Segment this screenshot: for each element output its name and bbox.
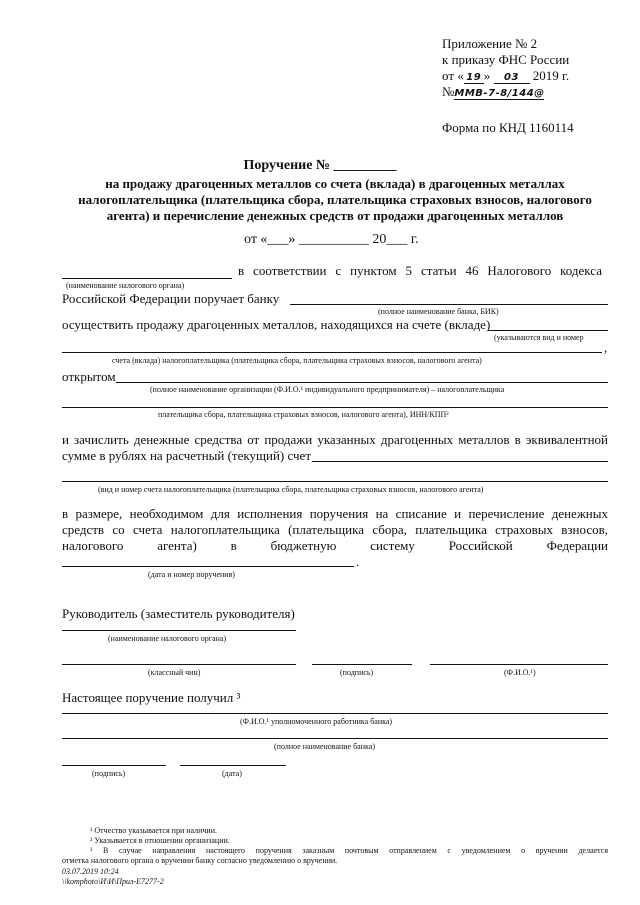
comma: , (604, 340, 608, 355)
caption-org-name: (полное наименование организации (Ф.И.О.¹ индивидуального предпринимателя) – налогоплательщика (150, 385, 505, 394)
title-line-3: налогоплательщика (плательщика сбора, плательщика страховых взносов, налогового (78, 192, 592, 207)
caption-type-number: (указываются вид и номер (494, 333, 584, 342)
para-amount-2: средств со счета налогоплательщика (плательщика сбора, плательщика страховых взносов, (62, 522, 608, 537)
print-stamp-time: 03.07.2019 10:24 (62, 867, 119, 876)
caption-payer-inn: плательщика сбора, плательщика страховых взносов, налогового агента), ИНН/КПП² (158, 410, 449, 419)
order-month: 03 (494, 72, 530, 84)
caption-receipt-signature: (подпись) (92, 769, 126, 778)
order-number: №ММВ-7-8/144@ (442, 84, 545, 99)
footnote-3b: отметка налогового органа о вручении банку согласно уведомлению о вручении. (62, 856, 338, 865)
inn-kpp-line (62, 407, 608, 408)
caption-account-kind: (вид и номер счета налогоплательщика (плательщика сбора, плательщика страховых взносов, налогового агента) (98, 485, 484, 494)
receipt-signature-line (62, 765, 166, 766)
label-opened: открытом (62, 369, 116, 384)
appendix-label: Приложение № 2 (442, 36, 538, 51)
order-day: 19 (464, 72, 484, 84)
account-kind-line (62, 481, 608, 482)
order-date: от « 19 » 03 2019 г. (442, 68, 570, 83)
print-stamp-path: \\komphoto\И\И\Прил-Е7277-2 (62, 877, 164, 886)
caption-bank-bik: (полное наименование банка, БИК) (378, 307, 499, 316)
document-title: Поручение № _________ (243, 158, 397, 173)
caption-head-fio: (Ф.И.О.¹) (504, 668, 536, 677)
para-credit-2: сумме в рублях на расчетный (текущий) счет (62, 448, 312, 463)
tax-authority-line (62, 278, 232, 279)
title-line-4: агента) и перечисление денежных средств от продажи драгоценных металлов (106, 208, 564, 223)
title-line-2: на продажу драгоценных металлов со счета (вклада) в драгоценных металлах (105, 176, 565, 191)
order-reference: к приказу ФНС России (442, 52, 570, 67)
receipt-fio-line (62, 713, 608, 714)
class-rank-line (62, 664, 296, 665)
period: . (356, 554, 360, 569)
para-credit-1: и зачислить денежные средства от продажи указанных драгоценных металлов в эквивалентной (62, 432, 608, 447)
receipt-label: Настоящее поручение получил ³ (62, 690, 241, 705)
document-date: от «___» __________ 20___ г. (244, 232, 419, 247)
body-line-b: Российской Федерации поручает банку (62, 291, 280, 306)
caption-head-tax-authority: (наименование налогового органа) (108, 634, 227, 643)
account-line (62, 352, 602, 353)
caption-class-rank: (классный чин) (148, 668, 201, 677)
footnote-1: ¹ Отчество указывается при наличии. (90, 826, 217, 835)
footnote-3a: ³ В случае направления настоящего поручения заказным почтовым отправлением с уведомлением о вручении делается (90, 846, 608, 855)
settlement-account-line (312, 461, 608, 462)
form-code: Форма по КНД 1160114 (442, 120, 574, 135)
order-date-number-line (62, 566, 354, 567)
bank-bik-line (290, 304, 608, 305)
caption-fio-employee: (Ф.И.О.¹ уполномоченного работника банка) (240, 717, 393, 726)
order-number-handwritten: ММВ-7-8/144@ (454, 88, 545, 99)
receipt-bank-line (62, 738, 608, 739)
head-fio-line (430, 664, 608, 665)
caption-account-of-payer: счета (вклада) налогоплательщика (плательщика сбора, плательщика страховых взносов, налогового агента) (112, 356, 482, 365)
head-signature-line (312, 664, 412, 665)
footnote-2: ² Указывается в отношении организации. (90, 836, 230, 845)
head-label: Руководитель (заместитель руководителя) (62, 606, 295, 621)
para-amount-3: налогового агента) в бюджетную систему Российской Федерации (62, 538, 608, 553)
receipt-date-line (180, 765, 286, 766)
head-tax-authority-line (62, 630, 296, 631)
organization-line (116, 382, 608, 383)
caption-bank-full-name: (полное наименование банка) (274, 742, 375, 751)
caption-receipt-date: (дата) (222, 769, 242, 778)
caption-tax-authority: (наименование налогового органа) (66, 281, 185, 290)
body-line-a: в соответствии с пунктом 5 статьи 46 Налогового кодекса (238, 263, 602, 278)
account-type-line (488, 330, 608, 331)
body-line-c: осуществить продажу драгоценных металлов, находящихся на счете (вкладе) (62, 317, 491, 332)
caption-head-signature: (подпись) (340, 668, 374, 677)
caption-order-date-number: (дата и номер поручения) (148, 570, 235, 579)
para-amount-1: в размере, необходимом для исполнения поручения на списание и перечисление денежных (62, 506, 608, 521)
